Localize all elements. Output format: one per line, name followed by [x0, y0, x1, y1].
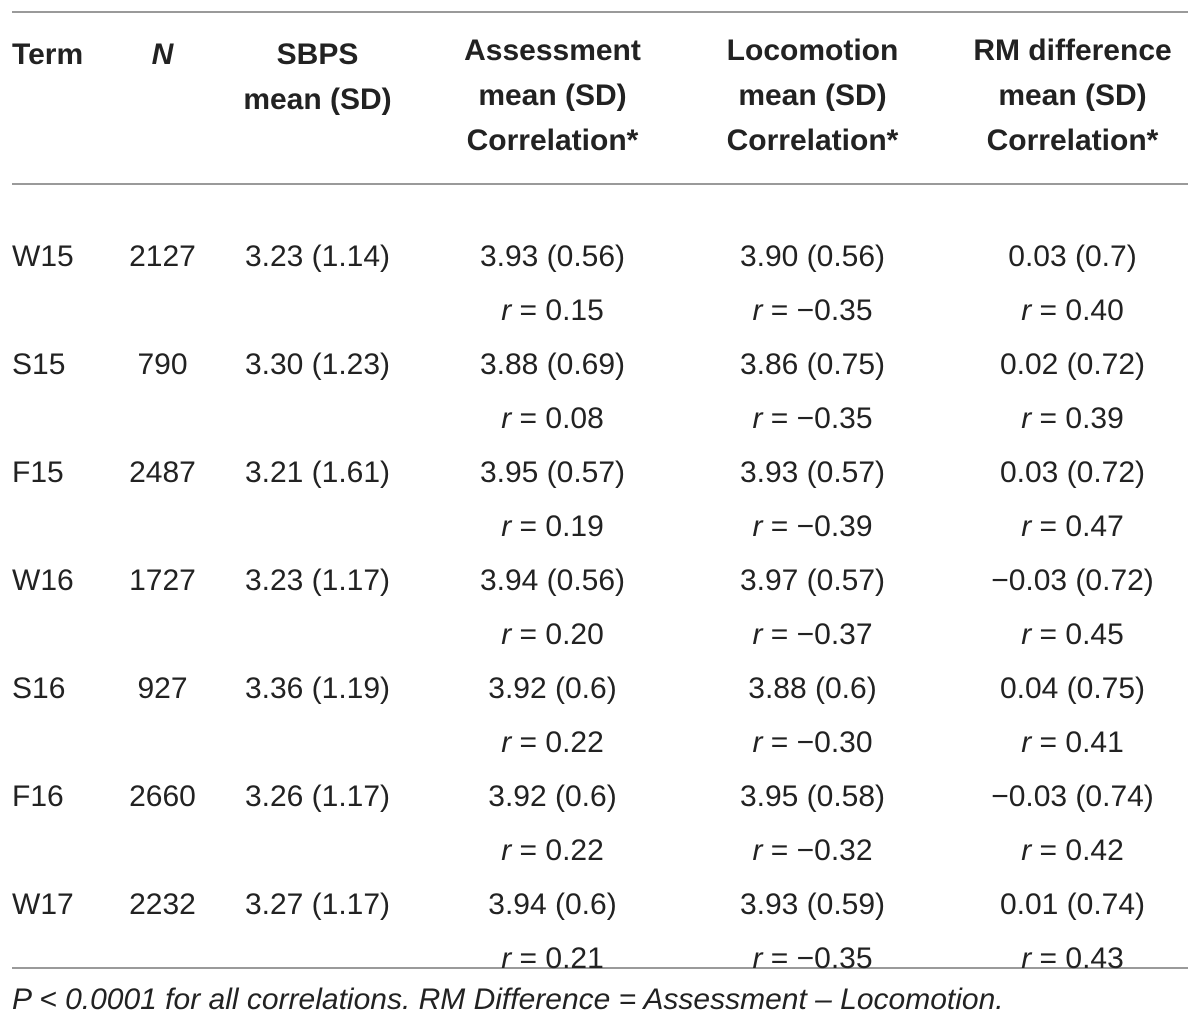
- assessment-mean-cell: 3.93 (0.56): [479, 240, 626, 273]
- locomotion-corr-cell: [680, 716, 945, 770]
- table-footnote: P < 0.0001 for all correlations. RM Difference = Assessment – Locomotion.: [12, 983, 1004, 1016]
- header-assessment-line-3: Correlation*: [466, 123, 639, 157]
- rm-corr-cell: [945, 500, 1200, 554]
- r-symbol: r: [501, 834, 512, 867]
- rm-corr-cell: [945, 932, 1200, 986]
- r-symbol: r: [1021, 402, 1032, 435]
- term-cell: S16: [12, 672, 66, 705]
- r-symbol: r: [752, 726, 763, 759]
- term-cell: W16: [12, 564, 74, 597]
- n-cell: 2232: [129, 888, 196, 921]
- sbps-cell: 3.36 (1.19): [244, 672, 391, 705]
- correlation-value: = 0.42: [1039, 834, 1124, 867]
- correlation-value: = 0.45: [1039, 618, 1124, 651]
- rm-corr-cell: [945, 392, 1200, 446]
- term-cell: W17: [12, 888, 74, 921]
- table-row: [0, 770, 1200, 824]
- table-row: [0, 554, 1200, 608]
- n-cell: 790: [137, 348, 188, 381]
- rm-corr-cell: [945, 824, 1200, 878]
- r-symbol: r: [752, 402, 763, 435]
- assessment-mean-cell: 3.92 (0.6): [488, 672, 617, 705]
- sbps-cell: 3.23 (1.14): [244, 240, 391, 273]
- header-row: [0, 0, 1200, 216]
- empty-cell: [0, 284, 115, 338]
- assessment-corr-cell: [425, 932, 680, 986]
- table-body: [0, 216, 1200, 986]
- correlation-value: = −0.39: [770, 510, 873, 543]
- empty-cell: [115, 608, 210, 662]
- n-cell: 2487: [129, 456, 196, 489]
- correlation-value: = 0.19: [519, 510, 604, 543]
- r-symbol: r: [752, 294, 763, 327]
- header-locomotion-line-1: Locomotion: [726, 33, 899, 67]
- header-n-label: N: [151, 38, 174, 71]
- locomotion-mean-cell: 3.95 (0.58): [739, 780, 886, 813]
- rm-corr-cell: [945, 608, 1200, 662]
- correlation-value: = 0.39: [1039, 402, 1124, 435]
- r-symbol: r: [501, 726, 512, 759]
- n-cell: 2660: [129, 780, 196, 813]
- correlation-value: = −0.35: [770, 942, 873, 975]
- table-row-correlation: [0, 716, 1200, 770]
- empty-cell: [210, 284, 425, 338]
- empty-cell: [115, 932, 210, 986]
- empty-cell: [115, 284, 210, 338]
- sbps-cell: 3.26 (1.17): [244, 780, 391, 813]
- correlation-value: = −0.35: [770, 294, 873, 327]
- header-locomotion: [680, 0, 945, 216]
- assessment-mean-cell: 3.95 (0.57): [479, 456, 626, 489]
- locomotion-mean-cell: 3.93 (0.57): [739, 456, 886, 489]
- locomotion-mean-cell: 3.90 (0.56): [739, 240, 886, 273]
- r-symbol: r: [752, 618, 763, 651]
- header-assessment: [425, 0, 680, 216]
- rm-mean-cell: 0.01 (0.74): [999, 888, 1146, 921]
- empty-cell: [210, 500, 425, 554]
- empty-cell: [115, 392, 210, 446]
- r-symbol: r: [1021, 510, 1032, 543]
- n-cell: 2127: [129, 240, 196, 273]
- assessment-corr-cell: [425, 716, 680, 770]
- table-row: [0, 216, 1200, 284]
- empty-cell: [0, 716, 115, 770]
- correlation-value: = 0.40: [1039, 294, 1124, 327]
- r-symbol: r: [501, 618, 512, 651]
- table-row-correlation: [0, 284, 1200, 338]
- header-assessment-line-1: Assessment: [464, 33, 641, 67]
- locomotion-corr-cell: [680, 284, 945, 338]
- empty-cell: [210, 824, 425, 878]
- header-locomotion-line-3: Correlation*: [726, 123, 899, 157]
- assessment-corr-cell: [425, 392, 680, 446]
- r-symbol: r: [1021, 942, 1032, 975]
- empty-cell: [210, 392, 425, 446]
- empty-cell: [0, 824, 115, 878]
- r-symbol: r: [501, 402, 512, 435]
- header-sbps-line-2: mean (SD): [243, 83, 392, 116]
- assessment-mean-cell: 3.94 (0.56): [479, 564, 626, 597]
- locomotion-corr-cell: [680, 392, 945, 446]
- rm-corr-cell: [945, 284, 1200, 338]
- table-row: [0, 338, 1200, 392]
- empty-cell: [210, 716, 425, 770]
- r-symbol: r: [1021, 618, 1032, 651]
- header-n: [115, 0, 210, 216]
- correlation-value: = 0.20: [519, 618, 604, 651]
- empty-cell: [115, 824, 210, 878]
- correlation-value: = −0.32: [770, 834, 873, 867]
- header-sbps-line-1: SBPS: [276, 38, 359, 71]
- empty-cell: [0, 500, 115, 554]
- r-symbol: r: [752, 510, 763, 543]
- correlation-value: = 0.22: [519, 834, 604, 867]
- assessment-corr-cell: [425, 284, 680, 338]
- sbps-cell: 3.21 (1.61): [244, 456, 391, 489]
- table-row-correlation: [0, 608, 1200, 662]
- r-symbol: r: [1021, 726, 1032, 759]
- locomotion-mean-cell: 3.93 (0.59): [739, 888, 886, 921]
- rm-mean-cell: 0.03 (0.72): [999, 456, 1146, 489]
- correlation-value: = 0.43: [1039, 942, 1124, 975]
- r-symbol: r: [501, 942, 512, 975]
- rm-mean-cell: 0.02 (0.72): [999, 348, 1146, 381]
- correlation-value: = 0.41: [1039, 726, 1124, 759]
- empty-cell: [210, 608, 425, 662]
- empty-cell: [0, 932, 115, 986]
- r-symbol: r: [1021, 294, 1032, 327]
- term-cell: F16: [12, 780, 64, 813]
- header-rm-difference: [945, 0, 1200, 216]
- term-cell: F15: [12, 456, 64, 489]
- table-row-correlation: [0, 392, 1200, 446]
- table-row: [0, 446, 1200, 500]
- r-symbol: r: [752, 942, 763, 975]
- table-row: [0, 662, 1200, 716]
- term-cell: W15: [12, 240, 74, 273]
- table-row-correlation: [0, 500, 1200, 554]
- locomotion-corr-cell: [680, 500, 945, 554]
- correlation-value: = 0.15: [519, 294, 604, 327]
- table-row-correlation: [0, 824, 1200, 878]
- sbps-cell: 3.30 (1.23): [244, 348, 391, 381]
- locomotion-mean-cell: 3.86 (0.75): [739, 348, 886, 381]
- sbps-cell: 3.27 (1.17): [244, 888, 391, 921]
- locomotion-mean-cell: 3.88 (0.6): [748, 672, 877, 705]
- empty-cell: [115, 716, 210, 770]
- header-term-label: Term: [12, 38, 84, 71]
- r-symbol: r: [501, 294, 512, 327]
- header-locomotion-line-2: mean (SD): [738, 78, 887, 112]
- sbps-cell: 3.23 (1.17): [244, 564, 391, 597]
- assessment-corr-cell: [425, 500, 680, 554]
- empty-cell: [0, 608, 115, 662]
- locomotion-corr-cell: [680, 608, 945, 662]
- assessment-mean-cell: 3.88 (0.69): [479, 348, 626, 381]
- r-symbol: r: [1021, 834, 1032, 867]
- r-symbol: r: [501, 510, 512, 543]
- correlation-value: = 0.22: [519, 726, 604, 759]
- correlation-value: = 0.47: [1039, 510, 1124, 543]
- table-row-correlation: [0, 932, 1200, 986]
- correlation-value: = −0.35: [770, 402, 873, 435]
- table-row: [0, 878, 1200, 932]
- rm-mean-cell: −0.03 (0.74): [991, 780, 1154, 813]
- header-term: [0, 0, 115, 216]
- empty-cell: [210, 932, 425, 986]
- n-cell: 927: [137, 672, 188, 705]
- header-rm-line-1: RM difference: [973, 33, 1172, 67]
- assessment-corr-cell: [425, 824, 680, 878]
- rm-mean-cell: 0.04 (0.75): [999, 672, 1146, 705]
- rm-mean-cell: 0.03 (0.7): [1008, 240, 1137, 273]
- n-cell: 1727: [129, 564, 196, 597]
- assessment-mean-cell: 3.94 (0.6): [488, 888, 617, 921]
- assessment-corr-cell: [425, 608, 680, 662]
- correlation-value: = −0.37: [770, 618, 873, 651]
- r-symbol: r: [752, 834, 763, 867]
- rm-corr-cell: [945, 716, 1200, 770]
- locomotion-corr-cell: [680, 932, 945, 986]
- rm-mean-cell: −0.03 (0.72): [991, 564, 1154, 597]
- assessment-mean-cell: 3.92 (0.6): [488, 780, 617, 813]
- empty-cell: [0, 392, 115, 446]
- header-assessment-line-2: mean (SD): [478, 78, 627, 112]
- empty-cell: [115, 500, 210, 554]
- header-rm-line-2: mean (SD): [998, 78, 1147, 112]
- locomotion-corr-cell: [680, 824, 945, 878]
- header-sbps: [210, 0, 425, 216]
- correlation-value: = −0.30: [770, 726, 873, 759]
- correlation-value: = 0.21: [519, 942, 604, 975]
- correlation-value: = 0.08: [519, 402, 604, 435]
- term-cell: S15: [12, 348, 66, 381]
- locomotion-mean-cell: 3.97 (0.57): [739, 564, 886, 597]
- header-rm-line-3: Correlation*: [986, 123, 1159, 157]
